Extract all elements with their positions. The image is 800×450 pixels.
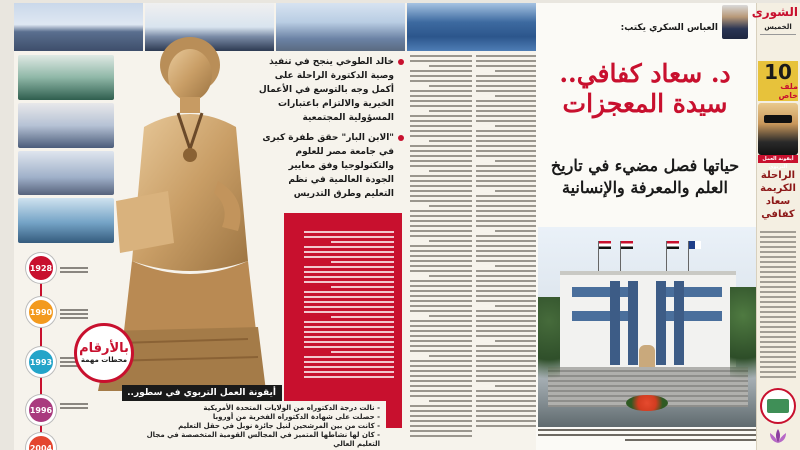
university-seal-icon (760, 388, 796, 424)
bullet-dot-icon (398, 59, 404, 65)
top-photo-strip (14, 3, 536, 51)
newspaper-spread (14, 3, 800, 450)
article-column (410, 55, 472, 445)
subheadline: حياتها فصل مضيء في تاريخ العلم والمعرفة والإنسانية (550, 156, 740, 197)
right-page (536, 3, 800, 450)
issue-day: الخميس (764, 23, 792, 31)
university-building-photo (407, 3, 536, 51)
newspaper-logo: الشورى (751, 5, 798, 19)
journey-bullet: - كانت من بين المرشحين لنيل جائزة نوبل في حقل التعليم (178, 422, 380, 430)
timeline-year: 1996 (26, 395, 56, 425)
university-building-photo (538, 227, 756, 427)
bullet-dot-icon (398, 135, 404, 141)
article-column (476, 55, 536, 445)
side-headlines (258, 55, 404, 207)
numbers-badge: بالأرقام محطات مهمة (74, 323, 134, 383)
photo-caption (538, 429, 756, 447)
timeline-year: 1993 (26, 347, 56, 377)
journey-title: أيقونة العمل التربوي في سطور.. (122, 385, 282, 401)
portrait-caption: أيقونة العمل التربوي (758, 155, 798, 163)
portrait-photo (758, 103, 798, 155)
journey-bullet: - حصلت على شهادة الدكتوراه الفخرية من أوروبا (212, 413, 380, 421)
masthead (751, 3, 800, 450)
event-photo (276, 3, 405, 51)
timeline-caption (60, 403, 88, 417)
main-headline: د. سعاد كفافي.. سيدة المعجزات (559, 59, 731, 118)
author-photo (722, 5, 748, 39)
lotus-logo-icon (766, 427, 790, 445)
journey-bullet: - كان لها نشاطها المتميز في المجالس القومية المتخصصة في مجال التعليم العالي (146, 431, 380, 448)
timeline-year: 1990 (26, 297, 56, 327)
article-column (304, 231, 394, 381)
timeline-caption (60, 267, 88, 281)
side-headline: "الابن البار" حقق طفرة كبرى في جامعة مصر للعلوم والتكنولوجيا وفق معايير الجودة العالمية في نظم التعليم وطرق التدريس (258, 131, 404, 201)
timeline-year: 1928 (26, 253, 56, 283)
featured-name: الراحلة الكريمة سعاد كفافي (760, 170, 796, 220)
journey-bullets (122, 401, 386, 447)
timeline-caption (60, 309, 88, 323)
side-headline: خالد الطوخي ينجح في تنفيذ وصية الدكتورة الراحلة على أكمل وجه بالتوسع في الأعمال الخيرية والالتزام باعتبارات المسؤولية المجتمعية (258, 55, 404, 125)
left-page (14, 3, 536, 450)
masthead-text (760, 231, 796, 381)
author-byline: العباس السكري يكتب: (616, 5, 748, 45)
journey-bullet: - نالت درجة الدكتوراه من الولايات المتحدة الأمريكية (203, 404, 380, 412)
page-number-badge: 10 ملف خاص (758, 61, 798, 101)
timeline-year: 2004 (26, 433, 56, 450)
